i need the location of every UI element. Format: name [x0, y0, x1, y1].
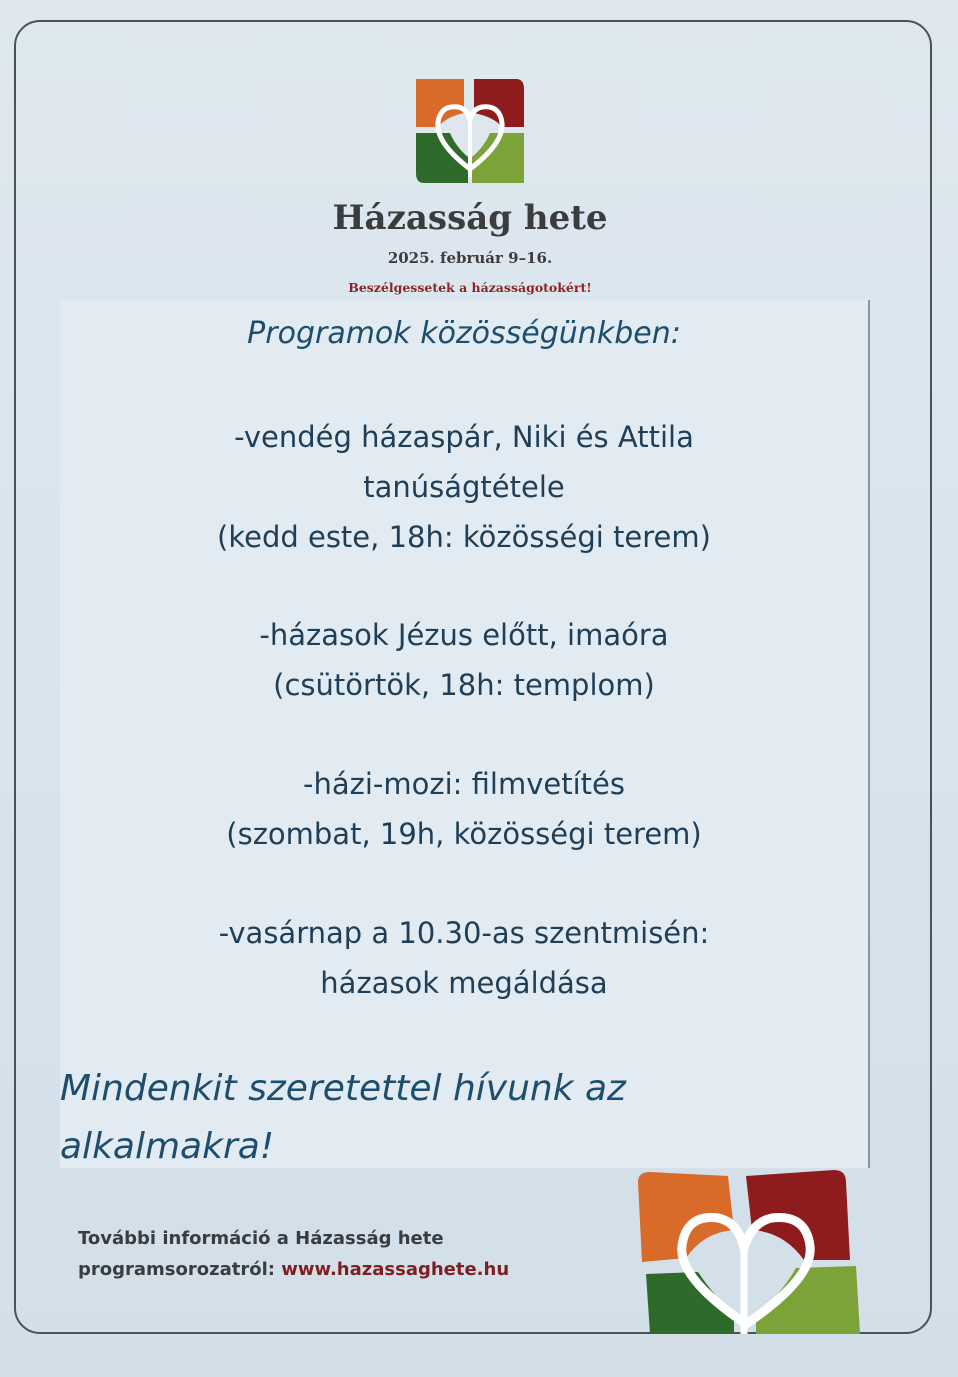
program-item-line: (csütörtök, 18h: templom) [273, 668, 655, 702]
website-link[interactable]: www.hazassaghete.hu [281, 1259, 510, 1280]
program-item-line: (szombat, 19h, közösségi terem) [226, 817, 702, 851]
program-item [60, 759, 868, 859]
event-date: 2025. február 9–16. [387, 249, 553, 267]
footer-prefix: programsorozatról: [78, 1259, 282, 1280]
program-item-line: -vasárnap a 10.30-as szentmisén: [218, 916, 710, 950]
program-item-line: -házasok Jézus előtt, imaóra [259, 618, 669, 652]
program-item-line: tanúságtétele [363, 470, 565, 504]
program-item [60, 908, 868, 1008]
footer-line: További információ a Házasság hete [78, 1228, 444, 1249]
program-item [60, 412, 868, 562]
program-item-line: házasok megáldása [320, 966, 608, 1000]
program-panel [60, 300, 870, 1168]
closing-line: alkalmakra! [60, 1126, 275, 1167]
closing-line: Mindenkit szeretettel hívunk az [60, 1068, 626, 1109]
heart-flower-logo-icon [416, 77, 524, 183]
event-title: Házasság hete [332, 198, 608, 238]
program-item-line: -házi-mozi: filmvetítés [303, 767, 625, 801]
closing-invitation [60, 1060, 868, 1176]
program-item-line: (kedd este, 18h: közösségi terem) [217, 520, 711, 554]
program-item-line: -vendég házaspár, Niki és Attila [234, 420, 694, 454]
event-tagline: Beszélgessetek a házasságotokért! [348, 280, 592, 295]
heart-flower-logo-icon [634, 1168, 862, 1334]
footer-info [78, 1223, 509, 1285]
program-item [60, 610, 868, 710]
program-heading: Programok közösségünkben: [247, 316, 681, 351]
footer-line [78, 1254, 509, 1285]
